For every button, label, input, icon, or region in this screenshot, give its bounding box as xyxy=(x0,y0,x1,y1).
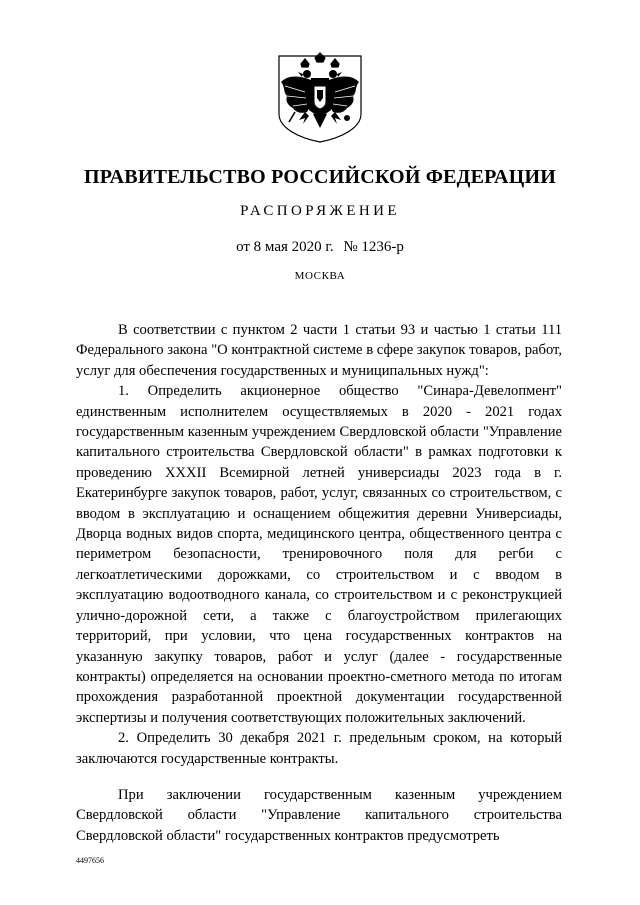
paragraph-preamble: В соответствии с пунктом 2 части 1 статьи 93 и частью 1 статьи 111 Федерального закона "О контрактной системе в сфере закупок товаров, работ, услуг для обеспечения государственных и муниципальных нужд": xyxy=(76,322,562,379)
document-type: РАСПОРЯЖЕНИЕ xyxy=(240,203,400,219)
document-body xyxy=(76,320,562,846)
document-id: 4497656 xyxy=(76,856,104,865)
coat-of-arms-icon xyxy=(275,52,365,144)
paragraph-contracts: При заключении государственным казенным учреждением Свердловской области "Управление капитального строительства Свердловской области" государственных контрактов предусмотреть xyxy=(76,786,562,844)
paragraph-item-1: 1. Определить акционерное общество "Синара-Девелопмент" единственным исполнителем осуществляемых в 2020 - 2021 годах государственным казенным учреждением Свердловской области "Управление капитального строительства Свердловской области" в рамках подготовки к проведению XXXII Всемирной летней универсиады 2023 года в г. Екатеринбурге закупок товаров, работ, услуг, связанных со строительством, с вводом в эксплуатацию и оснащением общежития деревни Универсиады, Дворца водных видов спорта, медицинского центра, общественного центра с периметром безопасности, тренировочного поля для регби с легкоатлетическими дорожками, со строительством и с вводом в эксплуатацию водоотводного канала, со строительством и с реконструкцией улично-дорожной сети, а также с благоустройством прилегающих территорий, при условии, что цена государственных контрактов на указанную закупку товаров, работ и услуг (далее - государственные контракты) определяется на основании проектно-сметного метода по итогам прохождения разработанной проектной документации государственной экспертизы и получения соответствующих положительных заключений. xyxy=(76,383,562,726)
document-number: № 1236-р xyxy=(343,239,404,255)
government-title: ПРАВИТЕЛЬСТВО РОССИЙСКОЙ ФЕДЕРАЦИИ xyxy=(84,166,556,188)
date-line xyxy=(0,239,640,256)
city-name: МОСКВА xyxy=(294,270,346,282)
document-date: от 8 мая 2020 г. xyxy=(236,239,334,255)
paragraph-item-2: 2. Определить 30 декабря 2021 г. предельным сроком, на который заключаются государственные контракты. xyxy=(76,730,562,767)
